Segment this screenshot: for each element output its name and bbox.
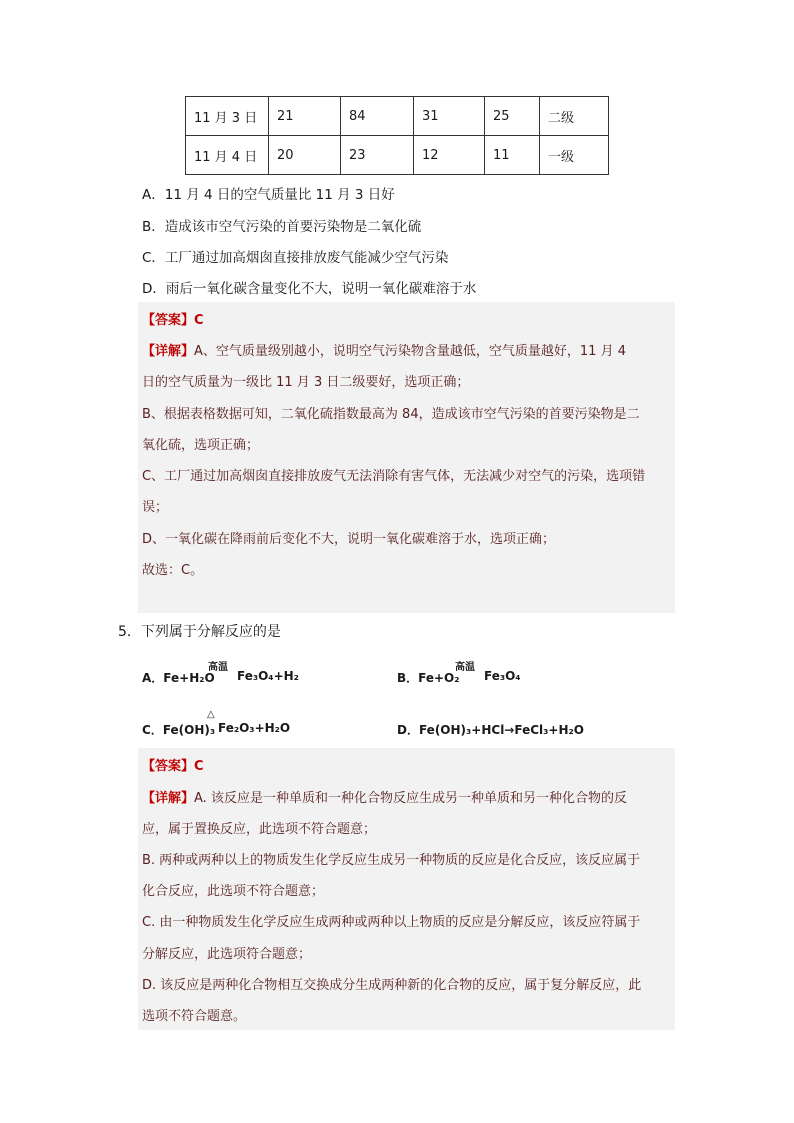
- reactants: Fe+O₂: [418, 671, 460, 685]
- q5-option-d: [397, 721, 584, 738]
- equation: Fe(OH)₃+HCl→FeCl₃+H₂O: [418, 723, 584, 737]
- table-cell: 12: [414, 136, 485, 175]
- q4-detail-line: [142, 340, 626, 359]
- q4-detail-line: 故选：C。: [142, 563, 204, 578]
- air-quality-table: [185, 96, 609, 175]
- heat-condition: △: [207, 709, 215, 720]
- q5-option-a-products: Fe₃O₄+H₂: [237, 669, 299, 683]
- q5-option-a: [142, 669, 215, 686]
- answer-tag: 【答案】: [142, 313, 195, 328]
- table-cell: 25: [485, 97, 540, 136]
- detail-text: A、空气质量级别越小，说明空气污染物含量越低，空气质量越好，11 月 4: [194, 344, 626, 359]
- q5-detail-line: 分解反应，此选项符合题意；: [142, 947, 312, 962]
- q4-detail-line: D、一氧化碳在降雨前后变化不大，说明一氧化碳难溶于水，选项正确；: [142, 532, 556, 547]
- q4-answer-line: [142, 309, 204, 328]
- table-cell: 20: [269, 136, 341, 175]
- q5-detail-line: C. 由一种物质发生化学反应生成两种或两种以上物质的反应是分解反应，该反应符属于: [142, 915, 641, 930]
- table-cell: 11: [485, 136, 540, 175]
- table-cell: 一级: [540, 136, 609, 175]
- table-cell: 二级: [540, 97, 609, 136]
- high-temp-condition: 高温: [208, 662, 228, 673]
- q4-detail-line: 日的空气质量为一级比 11 月 3 日二级要好，选项正确；: [142, 375, 470, 390]
- detail-tag: 【详解】: [142, 791, 195, 806]
- q5-detail-line: 化合反应，此选项不符合题意；: [142, 884, 325, 899]
- reactants: Fe(OH)₃: [162, 723, 216, 737]
- q5-detail-line: 选项不符合题意。: [142, 1009, 247, 1024]
- q5-detail-line: B. 两种或两种以上的物质发生化学反应生成另一种物质的反应是化合反应，该反应属于: [142, 853, 641, 868]
- q4-option-d: D．雨后一氧化碳含量变化不大，说明一氧化碳难溶于水: [142, 281, 477, 297]
- q5-detail-line: [142, 787, 627, 806]
- answer-value: C: [194, 759, 204, 774]
- q4-detail-line: C、工厂通过加高烟囱直接排放废气无法消除有害气体，无法减少对空气的污染，选项错: [142, 469, 646, 484]
- option-label: B．: [397, 671, 419, 685]
- answer-value: C: [194, 313, 204, 328]
- detail-text: A. 该反应是一种单质和一种化合物反应生成另一种单质和另一种化合物的反: [194, 791, 627, 806]
- reactants: Fe+H₂O: [163, 671, 215, 685]
- table-cell: 11 月 3 日: [186, 97, 269, 136]
- q4-detail-line: 氧化硫，选项正确；: [142, 438, 260, 453]
- high-temp-condition: 高温: [455, 662, 475, 673]
- table-row: [186, 136, 609, 175]
- option-label: A．: [142, 671, 164, 685]
- q5-option-c: [142, 721, 215, 738]
- q5-option-c-products: Fe₂O₃+H₂O: [218, 721, 291, 735]
- q5-detail-line: 应，属于置换反应，此选项不符合题意；: [142, 822, 377, 837]
- detail-tag: 【详解】: [142, 344, 195, 359]
- q4-option-c: C．工厂通过加高烟囱直接排放废气能减少空气污染: [142, 250, 449, 266]
- answer-tag: 【答案】: [142, 759, 195, 774]
- q4-detail-line: 误；: [142, 500, 169, 515]
- table-cell: 84: [341, 97, 414, 136]
- table-cell: 31: [414, 97, 485, 136]
- q5-question: 5．下列属于分解反应的是: [118, 624, 281, 640]
- option-label: D．: [397, 723, 419, 737]
- table-cell: 21: [269, 97, 341, 136]
- q5-answer-line: [142, 755, 204, 774]
- table-cell: 11 月 4 日: [186, 136, 269, 175]
- q4-option-b: B．造成该市空气污染的首要污染物是二氧化硫: [142, 219, 422, 235]
- q4-detail-line: B、根据表格数据可知，二氧化硫指数最高为 84，造成该市空气污染的首要污染物是二: [142, 407, 640, 422]
- q4-option-a: A．11 月 4 日的空气质量比 11 月 3 日好: [142, 187, 395, 203]
- q5-detail-line: D. 该反应是两种化合物相互交换成分生成两种新的化合物的反应，属于复分解反应，此: [142, 978, 642, 993]
- q5-option-b: [397, 669, 460, 686]
- option-label: C．: [142, 723, 163, 737]
- q5-option-b-products: Fe₃O₄: [484, 669, 521, 683]
- table-cell: 23: [341, 136, 414, 175]
- table-row: [186, 97, 609, 136]
